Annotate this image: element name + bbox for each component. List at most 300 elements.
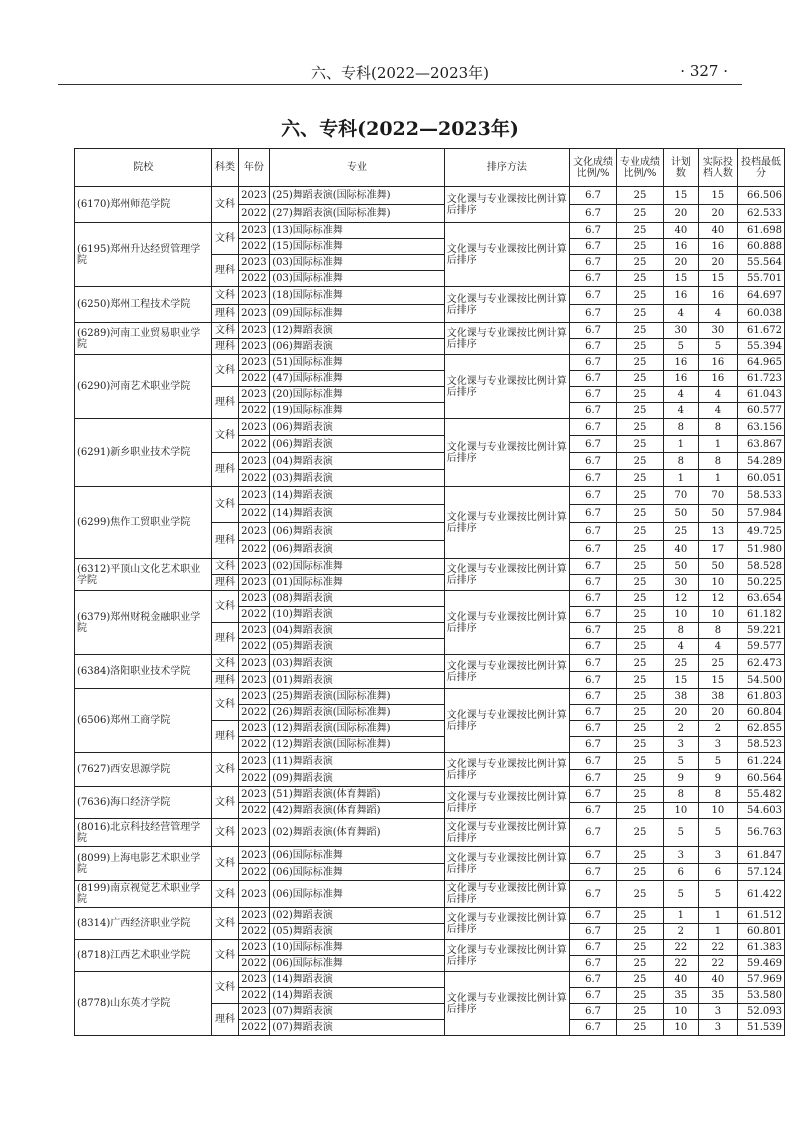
kelei-cell: 文科 — [212, 881, 238, 908]
min-score-cell: 59.469 — [738, 956, 785, 972]
major-ratio-cell: 25 — [617, 205, 664, 223]
major-cell: (19)国际标准舞 — [270, 403, 445, 419]
major-ratio-cell: 25 — [617, 523, 664, 541]
method-cell: 文化课与专业课按比例计算后排序 — [444, 753, 569, 787]
major-ratio-cell: 25 — [617, 339, 664, 355]
actual-count-cell: 1 — [698, 436, 737, 453]
actual-count-cell: 1 — [698, 470, 737, 487]
actual-count-cell: 40 — [698, 972, 737, 988]
culture-ratio-cell: 6.7 — [570, 1004, 617, 1020]
method-cell: 文化课与专业课按比例计算后排序 — [444, 187, 569, 223]
kelei-cell: 文科 — [212, 972, 238, 1004]
major-cell: (07)舞蹈表演 — [270, 1004, 445, 1020]
culture-ratio-cell: 6.7 — [570, 403, 617, 419]
table-row — [75, 419, 785, 436]
year-cell: 2023 — [238, 339, 270, 355]
col-header-kelei: 科类 — [212, 149, 238, 187]
min-score-cell: 59.221 — [738, 623, 785, 639]
actual-count-cell: 50 — [698, 559, 737, 575]
plan-count-cell: 1 — [663, 908, 698, 924]
actual-count-cell: 20 — [698, 255, 737, 271]
min-score-cell: 61.723 — [738, 371, 785, 387]
col-header-actual: 实际投档人数 — [698, 149, 737, 187]
kelei-cell: 文科 — [212, 753, 238, 787]
table-row — [75, 287, 785, 305]
culture-ratio-cell: 6.7 — [570, 908, 617, 924]
min-score-cell: 60.801 — [738, 924, 785, 940]
culture-ratio-cell: 6.7 — [570, 881, 617, 908]
kelei-cell: 文科 — [212, 487, 238, 523]
plan-count-cell: 22 — [663, 956, 698, 972]
plan-count-cell: 40 — [663, 541, 698, 559]
actual-count-cell: 17 — [698, 541, 737, 559]
year-cell: 2023 — [238, 847, 270, 864]
major-ratio-cell: 25 — [617, 770, 664, 787]
major-cell: (04)舞蹈表演 — [270, 453, 445, 470]
major-ratio-cell: 25 — [617, 607, 664, 623]
plan-count-cell: 5 — [663, 881, 698, 908]
school-name: (8718)江西艺术职业学院 — [75, 940, 212, 972]
kelei-cell: 文科 — [212, 559, 238, 575]
year-cell: 2022 — [238, 956, 270, 972]
method-cell: 文化课与专业课按比例计算后排序 — [444, 689, 569, 753]
major-ratio-cell: 25 — [617, 881, 664, 908]
major-ratio-cell: 25 — [617, 787, 664, 803]
min-score-cell: 51.980 — [738, 541, 785, 559]
year-cell: 2022 — [238, 639, 270, 655]
major-cell: (06)国际标准舞 — [270, 956, 445, 972]
major-cell: (06)舞蹈表演 — [270, 541, 445, 559]
major-cell: (18)国际标准舞 — [270, 287, 445, 305]
major-ratio-cell: 25 — [617, 1004, 664, 1020]
plan-count-cell: 16 — [663, 355, 698, 371]
min-score-cell: 49.725 — [738, 523, 785, 541]
year-cell: 2023 — [238, 940, 270, 956]
year-cell: 2023 — [238, 187, 270, 205]
plan-count-cell: 2 — [663, 924, 698, 940]
plan-count-cell: 3 — [663, 847, 698, 864]
school-name: (6250)郑州工程技术学院 — [75, 287, 212, 323]
year-cell: 2023 — [238, 1004, 270, 1020]
major-cell: (02)国际标准舞 — [270, 559, 445, 575]
plan-count-cell: 5 — [663, 819, 698, 847]
actual-count-cell: 25 — [698, 655, 737, 672]
culture-ratio-cell: 6.7 — [570, 436, 617, 453]
plan-count-cell: 4 — [663, 403, 698, 419]
major-cell: (03)国际标准舞 — [270, 255, 445, 271]
major-ratio-cell: 25 — [617, 940, 664, 956]
actual-count-cell: 35 — [698, 988, 737, 1004]
plan-count-cell: 15 — [663, 672, 698, 689]
school-name: (8099)上海电影艺术职业学院 — [75, 847, 212, 881]
school-name: (7627)西安思源学院 — [75, 753, 212, 787]
major-cell: (20)国际标准舞 — [270, 387, 445, 403]
min-score-cell: 56.763 — [738, 819, 785, 847]
major-cell: (06)国际标准舞 — [270, 881, 445, 908]
actual-count-cell: 5 — [698, 753, 737, 770]
actual-count-cell: 38 — [698, 689, 737, 705]
culture-ratio-cell: 6.7 — [570, 1020, 617, 1036]
plan-count-cell: 10 — [663, 803, 698, 819]
min-score-cell: 61.422 — [738, 881, 785, 908]
kelei-cell: 理科 — [212, 721, 238, 753]
actual-count-cell: 8 — [698, 623, 737, 639]
kelei-cell: 文科 — [212, 819, 238, 847]
culture-ratio-cell: 6.7 — [570, 371, 617, 387]
actual-count-cell: 22 — [698, 940, 737, 956]
actual-count-cell: 50 — [698, 505, 737, 523]
year-cell: 2023 — [238, 255, 270, 271]
kelei-cell: 文科 — [212, 908, 238, 940]
culture-ratio-cell: 6.7 — [570, 639, 617, 655]
major-ratio-cell: 25 — [617, 623, 664, 639]
table-row — [75, 223, 785, 239]
method-cell: 文化课与专业课按比例计算后排序 — [444, 287, 569, 323]
actual-count-cell: 40 — [698, 223, 737, 239]
school-name: (6312)平顶山文化艺术职业学院 — [75, 559, 212, 591]
actual-count-cell: 3 — [698, 847, 737, 864]
actual-count-cell: 20 — [698, 705, 737, 721]
school-name: (6195)郑州升达经贸管理学院 — [75, 223, 212, 287]
year-cell: 2023 — [238, 523, 270, 541]
actual-count-cell: 3 — [698, 1004, 737, 1020]
school-name: (8778)山东英才学院 — [75, 972, 212, 1036]
table-row — [75, 655, 785, 672]
kelei-cell: 理科 — [212, 255, 238, 287]
major-cell: (08)舞蹈表演 — [270, 591, 445, 607]
school-name: (8199)南京视觉艺术职业学院 — [75, 881, 212, 908]
major-ratio-cell: 25 — [617, 803, 664, 819]
year-cell: 2022 — [238, 1020, 270, 1036]
major-cell: (04)舞蹈表演 — [270, 623, 445, 639]
year-cell: 2022 — [238, 271, 270, 287]
actual-count-cell: 5 — [698, 881, 737, 908]
actual-count-cell: 9 — [698, 770, 737, 787]
table-row — [75, 787, 785, 803]
min-score-cell: 57.969 — [738, 972, 785, 988]
method-cell: 文化课与专业课按比例计算后排序 — [444, 972, 569, 1036]
major-ratio-cell: 25 — [617, 223, 664, 239]
major-ratio-cell: 25 — [617, 639, 664, 655]
year-cell: 2023 — [238, 419, 270, 436]
school-name: (6299)焦作工贸职业学院 — [75, 487, 212, 559]
year-cell: 2022 — [238, 371, 270, 387]
culture-ratio-cell: 6.7 — [570, 705, 617, 721]
table-row — [75, 323, 785, 339]
table-row — [75, 559, 785, 575]
major-ratio-cell: 25 — [617, 271, 664, 287]
major-cell: (11)舞蹈表演 — [270, 753, 445, 770]
plan-count-cell: 16 — [663, 371, 698, 387]
min-score-cell: 54.289 — [738, 453, 785, 470]
year-cell: 2023 — [238, 355, 270, 371]
major-ratio-cell: 25 — [617, 1020, 664, 1036]
plan-count-cell: 10 — [663, 607, 698, 623]
actual-count-cell: 12 — [698, 591, 737, 607]
min-score-cell: 54.603 — [738, 803, 785, 819]
major-ratio-cell: 25 — [617, 239, 664, 255]
school-name: (6291)新乡职业技术学院 — [75, 419, 212, 487]
min-score-cell: 60.577 — [738, 403, 785, 419]
plan-count-cell: 25 — [663, 655, 698, 672]
actual-count-cell: 4 — [698, 305, 737, 323]
culture-ratio-cell: 6.7 — [570, 591, 617, 607]
major-cell: (14)舞蹈表演 — [270, 972, 445, 988]
culture-ratio-cell: 6.7 — [570, 271, 617, 287]
year-cell: 2023 — [238, 972, 270, 988]
major-cell: (10)国际标准舞 — [270, 940, 445, 956]
col-header-school: 院校 — [75, 149, 212, 187]
plan-count-cell: 15 — [663, 271, 698, 287]
min-score-cell: 61.698 — [738, 223, 785, 239]
major-cell: (06)舞蹈表演 — [270, 523, 445, 541]
min-score-cell: 62.855 — [738, 721, 785, 737]
major-cell: (15)国际标准舞 — [270, 239, 445, 255]
actual-count-cell: 70 — [698, 487, 737, 505]
year-cell: 2023 — [238, 591, 270, 607]
major-cell: (01)舞蹈表演 — [270, 672, 445, 689]
major-ratio-cell: 25 — [617, 323, 664, 339]
actual-count-cell: 4 — [698, 387, 737, 403]
year-cell: 2023 — [238, 453, 270, 470]
major-cell: (02)舞蹈表演(体育舞蹈) — [270, 819, 445, 847]
major-cell: (14)舞蹈表演 — [270, 487, 445, 505]
culture-ratio-cell: 6.7 — [570, 689, 617, 705]
min-score-cell: 58.523 — [738, 737, 785, 753]
major-ratio-cell: 25 — [617, 908, 664, 924]
actual-count-cell: 10 — [698, 607, 737, 623]
kelei-cell: 理科 — [212, 575, 238, 591]
method-cell: 文化课与专业课按比例计算后排序 — [444, 655, 569, 689]
plan-count-cell: 4 — [663, 387, 698, 403]
plan-count-cell: 22 — [663, 940, 698, 956]
plan-count-cell: 16 — [663, 239, 698, 255]
major-ratio-cell: 25 — [617, 505, 664, 523]
min-score-cell: 55.564 — [738, 255, 785, 271]
actual-count-cell: 4 — [698, 403, 737, 419]
actual-count-cell: 2 — [698, 721, 737, 737]
year-cell: 2023 — [238, 559, 270, 575]
kelei-cell: 文科 — [212, 689, 238, 721]
major-ratio-cell: 25 — [617, 847, 664, 864]
min-score-cell: 52.093 — [738, 1004, 785, 1020]
min-score-cell: 61.043 — [738, 387, 785, 403]
actual-count-cell: 1 — [698, 908, 737, 924]
table-row — [75, 487, 785, 505]
plan-count-cell: 40 — [663, 223, 698, 239]
method-cell: 文化课与专业课按比例计算后排序 — [444, 487, 569, 559]
min-score-cell: 57.984 — [738, 505, 785, 523]
actual-count-cell: 16 — [698, 371, 737, 387]
major-ratio-cell: 25 — [617, 705, 664, 721]
major-ratio-cell: 25 — [617, 737, 664, 753]
year-cell: 2023 — [238, 881, 270, 908]
school-name: (6384)洛阳职业技术学院 — [75, 655, 212, 689]
year-cell: 2022 — [238, 770, 270, 787]
major-cell: (03)国际标准舞 — [270, 271, 445, 287]
culture-ratio-cell: 6.7 — [570, 864, 617, 881]
min-score-cell: 60.564 — [738, 770, 785, 787]
culture-ratio-cell: 6.7 — [570, 355, 617, 371]
kelei-cell: 文科 — [212, 187, 238, 223]
min-score-cell: 50.225 — [738, 575, 785, 591]
header-rule — [58, 84, 742, 85]
plan-count-cell: 10 — [663, 1004, 698, 1020]
major-cell: (47)国际标准舞 — [270, 371, 445, 387]
kelei-cell: 理科 — [212, 305, 238, 323]
min-score-cell: 63.156 — [738, 419, 785, 436]
plan-count-cell: 30 — [663, 575, 698, 591]
min-score-cell: 61.224 — [738, 753, 785, 770]
actual-count-cell: 15 — [698, 187, 737, 205]
actual-count-cell: 4 — [698, 639, 737, 655]
min-score-cell: 61.847 — [738, 847, 785, 864]
plan-count-cell: 2 — [663, 721, 698, 737]
culture-ratio-cell: 6.7 — [570, 988, 617, 1004]
culture-ratio-cell: 6.7 — [570, 924, 617, 940]
plan-count-cell: 1 — [663, 470, 698, 487]
year-cell: 2023 — [238, 672, 270, 689]
plan-count-cell: 35 — [663, 988, 698, 1004]
culture-ratio-cell: 6.7 — [570, 470, 617, 487]
year-cell: 2022 — [238, 607, 270, 623]
year-cell: 2022 — [238, 205, 270, 223]
major-cell: (03)舞蹈表演 — [270, 470, 445, 487]
min-score-cell: 55.482 — [738, 787, 785, 803]
min-score-cell: 60.038 — [738, 305, 785, 323]
major-cell: (07)舞蹈表演 — [270, 1020, 445, 1036]
plan-count-cell: 9 — [663, 770, 698, 787]
culture-ratio-cell: 6.7 — [570, 419, 617, 436]
culture-ratio-cell: 6.7 — [570, 623, 617, 639]
method-cell: 文化课与专业课按比例计算后排序 — [444, 908, 569, 940]
culture-ratio-cell: 6.7 — [570, 339, 617, 355]
year-cell: 2023 — [238, 223, 270, 239]
major-cell: (01)国际标准舞 — [270, 575, 445, 591]
year-cell: 2023 — [238, 753, 270, 770]
year-cell: 2023 — [238, 323, 270, 339]
culture-ratio-cell: 6.7 — [570, 205, 617, 223]
major-cell: (42)舞蹈表演(体育舞蹈) — [270, 803, 445, 819]
page-number: · 327 · — [680, 62, 728, 80]
culture-ratio-cell: 6.7 — [570, 655, 617, 672]
table-row — [75, 355, 785, 371]
major-cell: (12)舞蹈表演(国际标准舞) — [270, 721, 445, 737]
plan-count-cell: 6 — [663, 864, 698, 881]
major-ratio-cell: 25 — [617, 305, 664, 323]
plan-count-cell: 30 — [663, 323, 698, 339]
major-cell: (02)舞蹈表演 — [270, 908, 445, 924]
kelei-cell: 理科 — [212, 1004, 238, 1036]
culture-ratio-cell: 6.7 — [570, 239, 617, 255]
kelei-cell: 文科 — [212, 287, 238, 305]
method-cell: 文化课与专业课按比例计算后排序 — [444, 323, 569, 355]
culture-ratio-cell: 6.7 — [570, 721, 617, 737]
culture-ratio-cell: 6.7 — [570, 541, 617, 559]
year-cell: 2023 — [238, 487, 270, 505]
method-cell: 文化课与专业课按比例计算后排序 — [444, 591, 569, 655]
actual-count-cell: 16 — [698, 355, 737, 371]
min-score-cell: 60.051 — [738, 470, 785, 487]
plan-count-cell: 70 — [663, 487, 698, 505]
major-ratio-cell: 25 — [617, 575, 664, 591]
year-cell: 2022 — [238, 924, 270, 940]
year-cell: 2023 — [238, 575, 270, 591]
col-header-plan: 计划数 — [663, 149, 698, 187]
school-name: (6289)河南工业贸易职业学院 — [75, 323, 212, 355]
method-cell: 文化课与专业课按比例计算后排序 — [444, 940, 569, 972]
actual-count-cell: 22 — [698, 956, 737, 972]
actual-count-cell: 8 — [698, 453, 737, 470]
plan-count-cell: 8 — [663, 623, 698, 639]
major-cell: (13)国际标准舞 — [270, 223, 445, 239]
min-score-cell: 59.577 — [738, 639, 785, 655]
major-cell: (03)舞蹈表演 — [270, 655, 445, 672]
school-name: (7636)海口经济学院 — [75, 787, 212, 819]
kelei-cell: 文科 — [212, 355, 238, 387]
min-score-cell: 60.888 — [738, 239, 785, 255]
culture-ratio-cell: 6.7 — [570, 847, 617, 864]
plan-count-cell: 50 — [663, 505, 698, 523]
min-score-cell: 51.539 — [738, 1020, 785, 1036]
major-ratio-cell: 25 — [617, 255, 664, 271]
major-ratio-cell: 25 — [617, 453, 664, 470]
col-header-method: 排序方法 — [444, 149, 569, 187]
min-score-cell: 61.182 — [738, 607, 785, 623]
plan-count-cell: 38 — [663, 689, 698, 705]
plan-count-cell: 5 — [663, 339, 698, 355]
year-cell: 2022 — [238, 864, 270, 881]
method-cell: 文化课与专业课按比例计算后排序 — [444, 881, 569, 908]
major-ratio-cell: 25 — [617, 721, 664, 737]
plan-count-cell: 20 — [663, 705, 698, 721]
major-ratio-cell: 25 — [617, 419, 664, 436]
major-cell: (06)舞蹈表演 — [270, 436, 445, 453]
table-row — [75, 847, 785, 864]
school-name: (6170)郑州师范学院 — [75, 187, 212, 223]
major-cell: (12)舞蹈表演(国际标准舞) — [270, 737, 445, 753]
actual-count-cell: 8 — [698, 419, 737, 436]
actual-count-cell: 16 — [698, 239, 737, 255]
actual-count-cell: 8 — [698, 787, 737, 803]
major-cell: (14)舞蹈表演 — [270, 988, 445, 1004]
plan-count-cell: 50 — [663, 559, 698, 575]
min-score-cell: 61.672 — [738, 323, 785, 339]
actual-count-cell: 3 — [698, 1020, 737, 1036]
plan-count-cell: 5 — [663, 753, 698, 770]
actual-count-cell: 10 — [698, 575, 737, 591]
major-cell: (27)舞蹈表演(国际标准舞) — [270, 205, 445, 223]
table-row — [75, 881, 785, 908]
major-cell: (51)国际标准舞 — [270, 355, 445, 371]
admission-table — [74, 148, 785, 1036]
method-cell: 文化课与专业课按比例计算后排序 — [444, 419, 569, 487]
major-ratio-cell: 25 — [617, 956, 664, 972]
kelei-cell: 理科 — [212, 623, 238, 655]
year-cell: 2022 — [238, 705, 270, 721]
school-name: (6379)郑州财税金融职业学院 — [75, 591, 212, 655]
year-cell: 2022 — [238, 988, 270, 1004]
year-cell: 2023 — [238, 819, 270, 847]
culture-ratio-cell: 6.7 — [570, 956, 617, 972]
table-row — [75, 972, 785, 988]
min-score-cell: 61.512 — [738, 908, 785, 924]
method-cell: 文化课与专业课按比例计算后排序 — [444, 559, 569, 591]
major-cell: (26)舞蹈表演(国际标准舞) — [270, 705, 445, 721]
major-ratio-cell: 25 — [617, 559, 664, 575]
section-title: 六、专科(2022—2023年) — [281, 118, 519, 140]
plan-count-cell: 4 — [663, 305, 698, 323]
